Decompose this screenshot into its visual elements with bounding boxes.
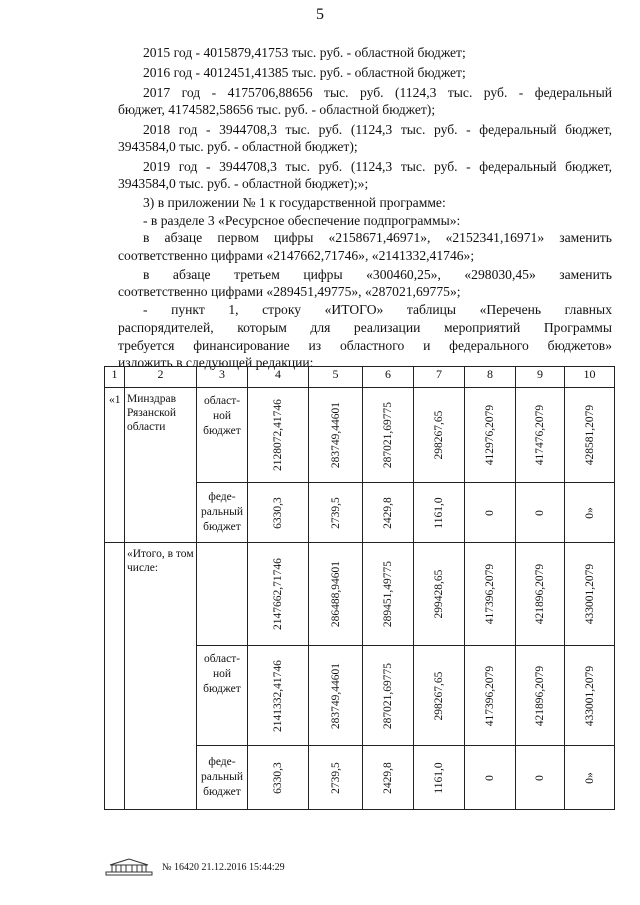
text-line: 3943584,0 тыс. руб. - областной бюджет);»; [118, 176, 369, 191]
text-line: 3943584,0 тыс. руб. - областной бюджет); [118, 139, 358, 154]
header-cell: 6 [363, 367, 414, 388]
total-label: «Итого, в том числе: [125, 543, 197, 810]
text-line: бюджет, 4174582,58656 тыс. руб. - областной бюджет); [118, 102, 436, 117]
header-cell: 5 [309, 367, 363, 388]
value-cell: 2739,5 [309, 746, 363, 810]
text-line: 3) в приложении № 1 к государственной программе: [143, 195, 446, 210]
header-cell: 10 [565, 367, 615, 388]
value-cell: 412976,2079 [465, 388, 516, 483]
value-cell: 428581,2079 [565, 388, 615, 483]
table-row [105, 543, 615, 646]
text-line: распорядителей, которым для реализации мероприятий Программы [118, 320, 612, 335]
value-cell: 286488,94601 [309, 543, 363, 646]
text-line: 2017 год - 4175706,88656 тыс. руб. (1124,3 тыс. руб. - федеральный [143, 85, 612, 100]
value-cell: 417476,2079 [516, 388, 565, 483]
header-cell: 8 [465, 367, 516, 388]
value-cell: 2141332,41746 [248, 646, 309, 746]
value-cell: 1161,0 [414, 483, 465, 543]
text-line: 2019 год - 3944708,3 тыс. руб. (1124,3 тыс. руб. - федеральный бюджет, [143, 159, 612, 174]
item-number: «1 [105, 388, 125, 543]
budget-label: област-ной бюджет [197, 388, 248, 483]
header-cell: 4 [248, 367, 309, 388]
value-cell: 0 [516, 483, 565, 543]
distributors-table [104, 366, 615, 810]
budget-label: феде-ральный бюджет [197, 483, 248, 543]
registration-stamp: № 16420 21.12.2016 15:44:29 [162, 861, 285, 873]
text-line: - пункт 1, строку «ИТОГО» таблицы «Перечень главных [143, 302, 612, 317]
empty-cell [197, 543, 248, 646]
value-cell: 6330,3 [248, 746, 309, 810]
header-cell: 2 [125, 367, 197, 388]
header-cell: 7 [414, 367, 465, 388]
text-line: в абзаце третьем цифры «300460,25», «298030,45» заменить [143, 267, 612, 282]
document-footer [104, 857, 285, 877]
value-cell: 2429,8 [363, 746, 414, 810]
value-cell: 287021,69775 [363, 646, 414, 746]
value-cell: 0» [565, 483, 615, 543]
value-cell: 287021,69775 [363, 388, 414, 483]
distributor-name: Минздрав Рязанской области [125, 388, 197, 543]
value-cell: 433001,2079 [565, 646, 615, 746]
text-line: 2018 год - 3944708,3 тыс. руб. (1124,3 тыс. руб. - федеральный бюджет, [143, 122, 612, 137]
header-cell: 3 [197, 367, 248, 388]
value-cell: 0 [516, 746, 565, 810]
page-number: 5 [316, 6, 324, 23]
value-cell: 1161,0 [414, 746, 465, 810]
value-cell: 298267,65 [414, 388, 465, 483]
value-cell: 2128072,41746 [248, 388, 309, 483]
text-line: изложить в следующей редакции: [118, 355, 314, 370]
value-cell: 6330,3 [248, 483, 309, 543]
text-line: соответственно цифрами «2147662,71746», «2141332,41746»; [118, 248, 475, 263]
value-cell: 433001,2079 [565, 543, 615, 646]
value-cell: 0 [465, 746, 516, 810]
value-cell: 0 [465, 483, 516, 543]
value-cell: 2739,5 [309, 483, 363, 543]
header-cell: 9 [516, 367, 565, 388]
value-cell: 289451,49775 [363, 543, 414, 646]
value-cell: 0» [565, 746, 615, 810]
text-line: 2016 год - 4012451,41385 тыс. руб. - областной бюджет; [143, 65, 466, 80]
text-line: требуется финансирование из областного и федерального бюджетов» [118, 338, 612, 353]
value-cell: 421896,2079 [516, 543, 565, 646]
budget-label: област-ной бюджет [197, 646, 248, 746]
budget-label: феде-ральный бюджет [197, 746, 248, 810]
value-cell: 283749,44601 [309, 646, 363, 746]
building-logo-icon [104, 857, 154, 877]
text-line: 2015 год - 4015879,41753 тыс. руб. - областной бюджет; [143, 45, 466, 60]
text-line: соответственно цифрами «289451,49775», «287021,69775»; [118, 284, 461, 299]
header-cell: 1 [105, 367, 125, 388]
text-line: - в разделе 3 «Ресурсное обеспечение подпрограммы»: [143, 213, 461, 228]
header-row [105, 367, 615, 388]
value-cell: 2429,8 [363, 483, 414, 543]
value-cell: 298267,65 [414, 646, 465, 746]
table-row [105, 388, 615, 483]
value-cell: 2147662,71746 [248, 543, 309, 646]
empty-cell [105, 543, 125, 810]
value-cell: 299428,65 [414, 543, 465, 646]
value-cell: 417396,2079 [465, 543, 516, 646]
value-cell: 417396,2079 [465, 646, 516, 746]
text-line: в абзаце первом цифры «2158671,46971», «2152341,16971» заменить [143, 230, 612, 245]
value-cell: 283749,44601 [309, 388, 363, 483]
value-cell: 421896,2079 [516, 646, 565, 746]
